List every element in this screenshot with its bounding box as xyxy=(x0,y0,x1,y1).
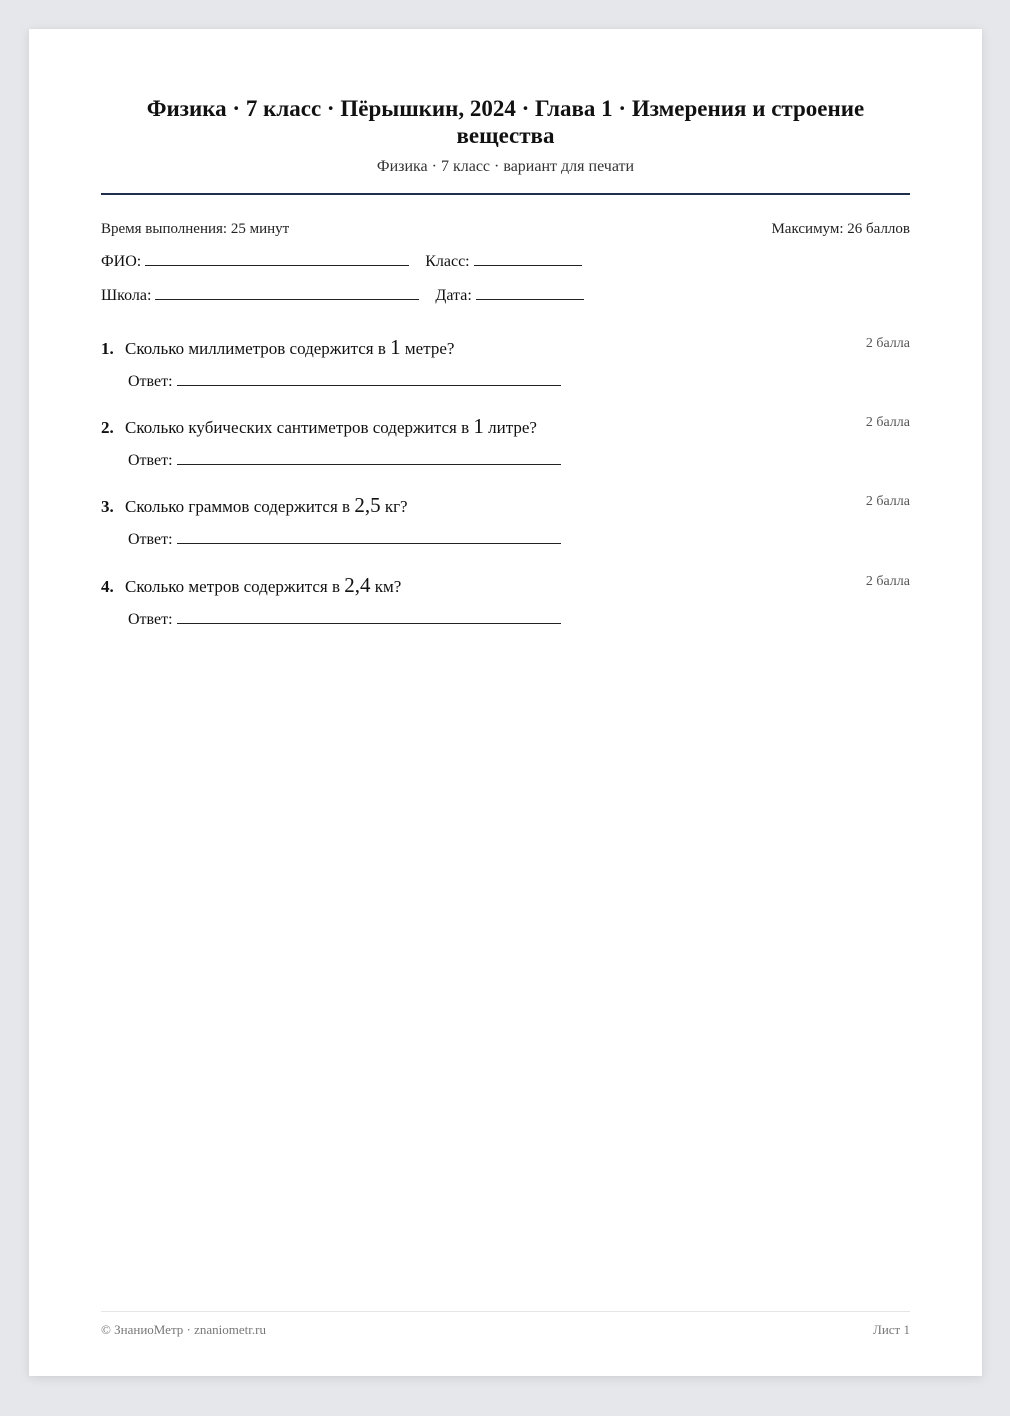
answer-label: Ответ: xyxy=(128,531,173,548)
question-1 xyxy=(101,335,910,392)
answer-label: Ответ: xyxy=(128,452,173,469)
question-text-after: км? xyxy=(370,577,402,596)
answer-row xyxy=(128,450,910,471)
question-text-before: Сколько метров содержится в xyxy=(125,577,345,596)
question-value: 2,4 xyxy=(344,573,371,597)
question-number: 2. xyxy=(101,418,114,437)
answer-label: Ответ: xyxy=(128,373,173,390)
footer-divider xyxy=(101,1311,910,1312)
question-text xyxy=(101,573,910,599)
question-value: 2,5 xyxy=(354,493,381,517)
question-number: 4. xyxy=(101,577,114,596)
school-field[interactable] xyxy=(155,285,419,300)
fio-field[interactable] xyxy=(145,251,409,266)
school-label: Школа: xyxy=(101,287,152,304)
question-number: 1. xyxy=(101,339,114,358)
question-text xyxy=(101,493,910,519)
student-fields-row-1 xyxy=(101,251,582,272)
answer-field[interactable] xyxy=(177,609,561,624)
student-fields-row-2 xyxy=(101,285,584,306)
question-text xyxy=(101,335,910,361)
page-title: Физика · 7 класс · Пёрышкин, 2024 · Глава 1 · Измерения и строение вещества xyxy=(146,96,865,148)
max-score: Максимум: 26 баллов xyxy=(771,221,910,237)
answer-row xyxy=(128,371,910,392)
answer-field[interactable] xyxy=(177,529,561,544)
date-field[interactable] xyxy=(476,285,584,300)
page-subtitle: Физика · 7 класс · вариант для печати xyxy=(376,158,635,175)
class-label: Класс: xyxy=(425,253,470,270)
question-text-after: кг? xyxy=(380,497,408,516)
question-text-after: метре? xyxy=(400,339,455,358)
fio-label: ФИО: xyxy=(101,253,142,270)
question-value: 1 xyxy=(390,335,401,359)
answer-label: Ответ: xyxy=(128,611,173,628)
question-points: 2 балла xyxy=(865,415,910,430)
answer-field[interactable] xyxy=(177,450,561,465)
question-number: 3. xyxy=(101,497,114,516)
answer-row xyxy=(128,609,910,630)
class-field[interactable] xyxy=(474,251,582,266)
date-label: Дата: xyxy=(435,287,472,304)
question-text-before: Сколько миллиметров содержится в xyxy=(125,339,391,358)
footer-copyright: © ЗнаниоМетр · znaniometr.ru xyxy=(101,1322,266,1337)
question-2 xyxy=(101,414,910,471)
question-points: 2 балла xyxy=(865,574,910,589)
time-limit: Время выполнения: 25 минут xyxy=(101,221,290,237)
question-points: 2 балла xyxy=(865,336,910,351)
question-3 xyxy=(101,493,910,550)
question-4 xyxy=(101,573,910,630)
worksheet-page xyxy=(29,29,982,1376)
answer-row xyxy=(128,529,910,550)
question-text xyxy=(101,414,910,440)
header-divider xyxy=(101,193,910,195)
question-text-before: Сколько граммов содержится в xyxy=(125,497,355,516)
page-number: Лист 1 xyxy=(873,1322,910,1337)
question-value: 1 xyxy=(473,414,484,438)
answer-field[interactable] xyxy=(177,371,561,386)
question-text-before: Сколько кубических сантиметров содержится в xyxy=(125,418,474,437)
question-text-after: литре? xyxy=(483,418,537,437)
question-points: 2 балла xyxy=(865,494,910,509)
